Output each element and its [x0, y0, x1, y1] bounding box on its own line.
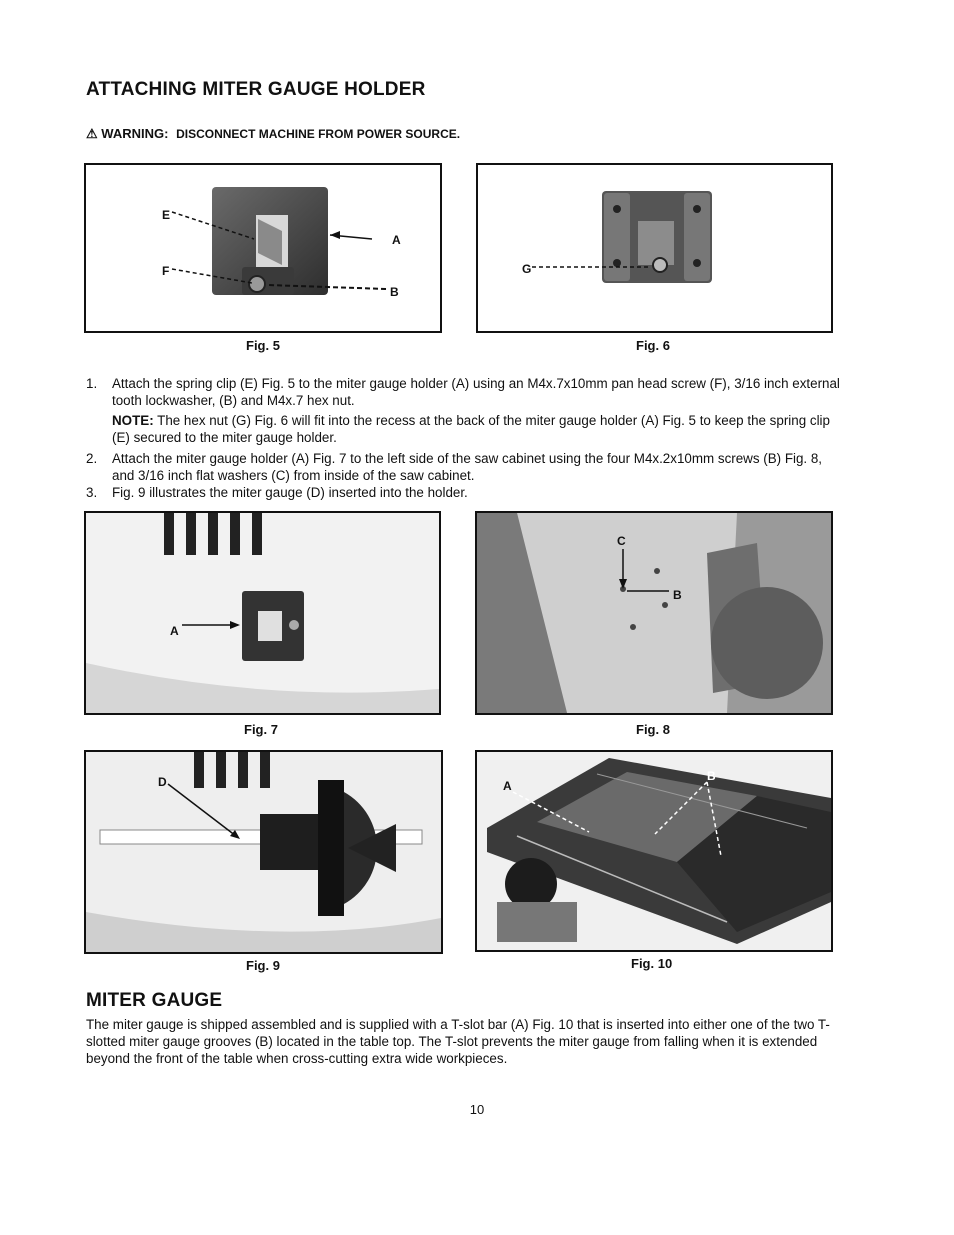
step-3 [86, 484, 846, 501]
figure-9 [84, 750, 443, 954]
fig8-photo [477, 513, 831, 713]
gauge-holder [260, 814, 318, 870]
cabinet-part [711, 587, 823, 699]
fig10-caption: Fig. 10 [631, 956, 673, 971]
instruction-steps [86, 375, 846, 501]
fig6-caption: Fig. 6 [636, 338, 670, 353]
figure-10 [475, 750, 833, 952]
fig8-label-b: B [673, 588, 682, 602]
step-text: Attach the miter gauge holder (A) Fig. 7 to the left side of the saw cabinet using the four M4x.2x10mm screws (B) Fig. 8, and 3/16 inch flat washers (C) from inside of the saw cabinet. [112, 451, 823, 483]
note [86, 412, 846, 446]
step-text: Fig. 9 illustrates the miter gauge (D) inserted into the holder. [112, 485, 468, 500]
figure-8 [475, 511, 833, 715]
fig10-label-b: B [707, 769, 716, 783]
warning-line [86, 126, 460, 142]
fig9-caption: Fig. 9 [246, 958, 280, 973]
fig10-photo [477, 752, 831, 950]
fig8-caption: Fig. 8 [636, 722, 670, 737]
fig9-label-d: D [158, 775, 167, 789]
warning-label: WARNING: [101, 126, 169, 141]
section-title-attaching: ATTACHING MITER GAUGE HOLDER [86, 79, 426, 100]
page-number: 10 [469, 1102, 485, 1117]
warning-icon: ⚠ [86, 126, 98, 141]
fig6-label-g: G [522, 262, 532, 276]
figure-5 [84, 163, 442, 333]
warning-text: DISCONNECT MACHINE FROM POWER SOURCE. [176, 127, 461, 141]
fig5-label-b: B [390, 285, 399, 299]
fig5-caption: Fig. 5 [246, 338, 280, 353]
fig7-caption: Fig. 7 [244, 722, 278, 737]
figure-6 [476, 163, 833, 333]
fig5-label-e: E [162, 208, 171, 222]
fig5-label-f: F [162, 264, 170, 278]
fig9-photo [86, 752, 441, 952]
fig7-photo [86, 513, 439, 713]
note-text: The hex nut (G) Fig. 6 will fit into the recess at the back of the miter gauge holder (A) Fig. 5 to keep the spring clip (E) secured to the miter gauge holder. [112, 413, 830, 445]
screw-head [249, 276, 265, 292]
fig5-photo [86, 165, 440, 331]
step-2 [86, 450, 846, 484]
fig6-photo [478, 165, 831, 331]
fig8-label-c: C [617, 534, 626, 548]
fig5-label-a: A [392, 233, 401, 247]
note-label: NOTE: [112, 413, 154, 428]
section-title-miter-gauge: MITER GAUGE [86, 990, 223, 1011]
fig10-label-a: A [503, 779, 512, 793]
step-text: Attach the spring clip (E) Fig. 5 to the miter gauge holder (A) using an M4x.7x10mm pan head screw (F), 3/16 inch external tooth lockwasher, (B) and M4x.7 hex nut. [112, 376, 840, 408]
hex-nut [653, 258, 667, 272]
step-number: 3. [86, 485, 98, 500]
figure-7 [84, 511, 441, 715]
fig7-label-a: A [170, 624, 179, 638]
step-number: 1. [86, 376, 98, 391]
miter-gauge-paragraph: The miter gauge is shipped assembled and is supplied with a T-slot bar (A) Fig. 10 that is inserted into either one of the two T-slotted miter gauge grooves (B) located in the table top. The T-slot prevents the miter gauge from falling when it is extended beyond the front of the table when cross-cutting extra wide workpieces. [86, 1017, 830, 1066]
step-1 [86, 375, 846, 409]
step-number: 2. [86, 451, 98, 466]
